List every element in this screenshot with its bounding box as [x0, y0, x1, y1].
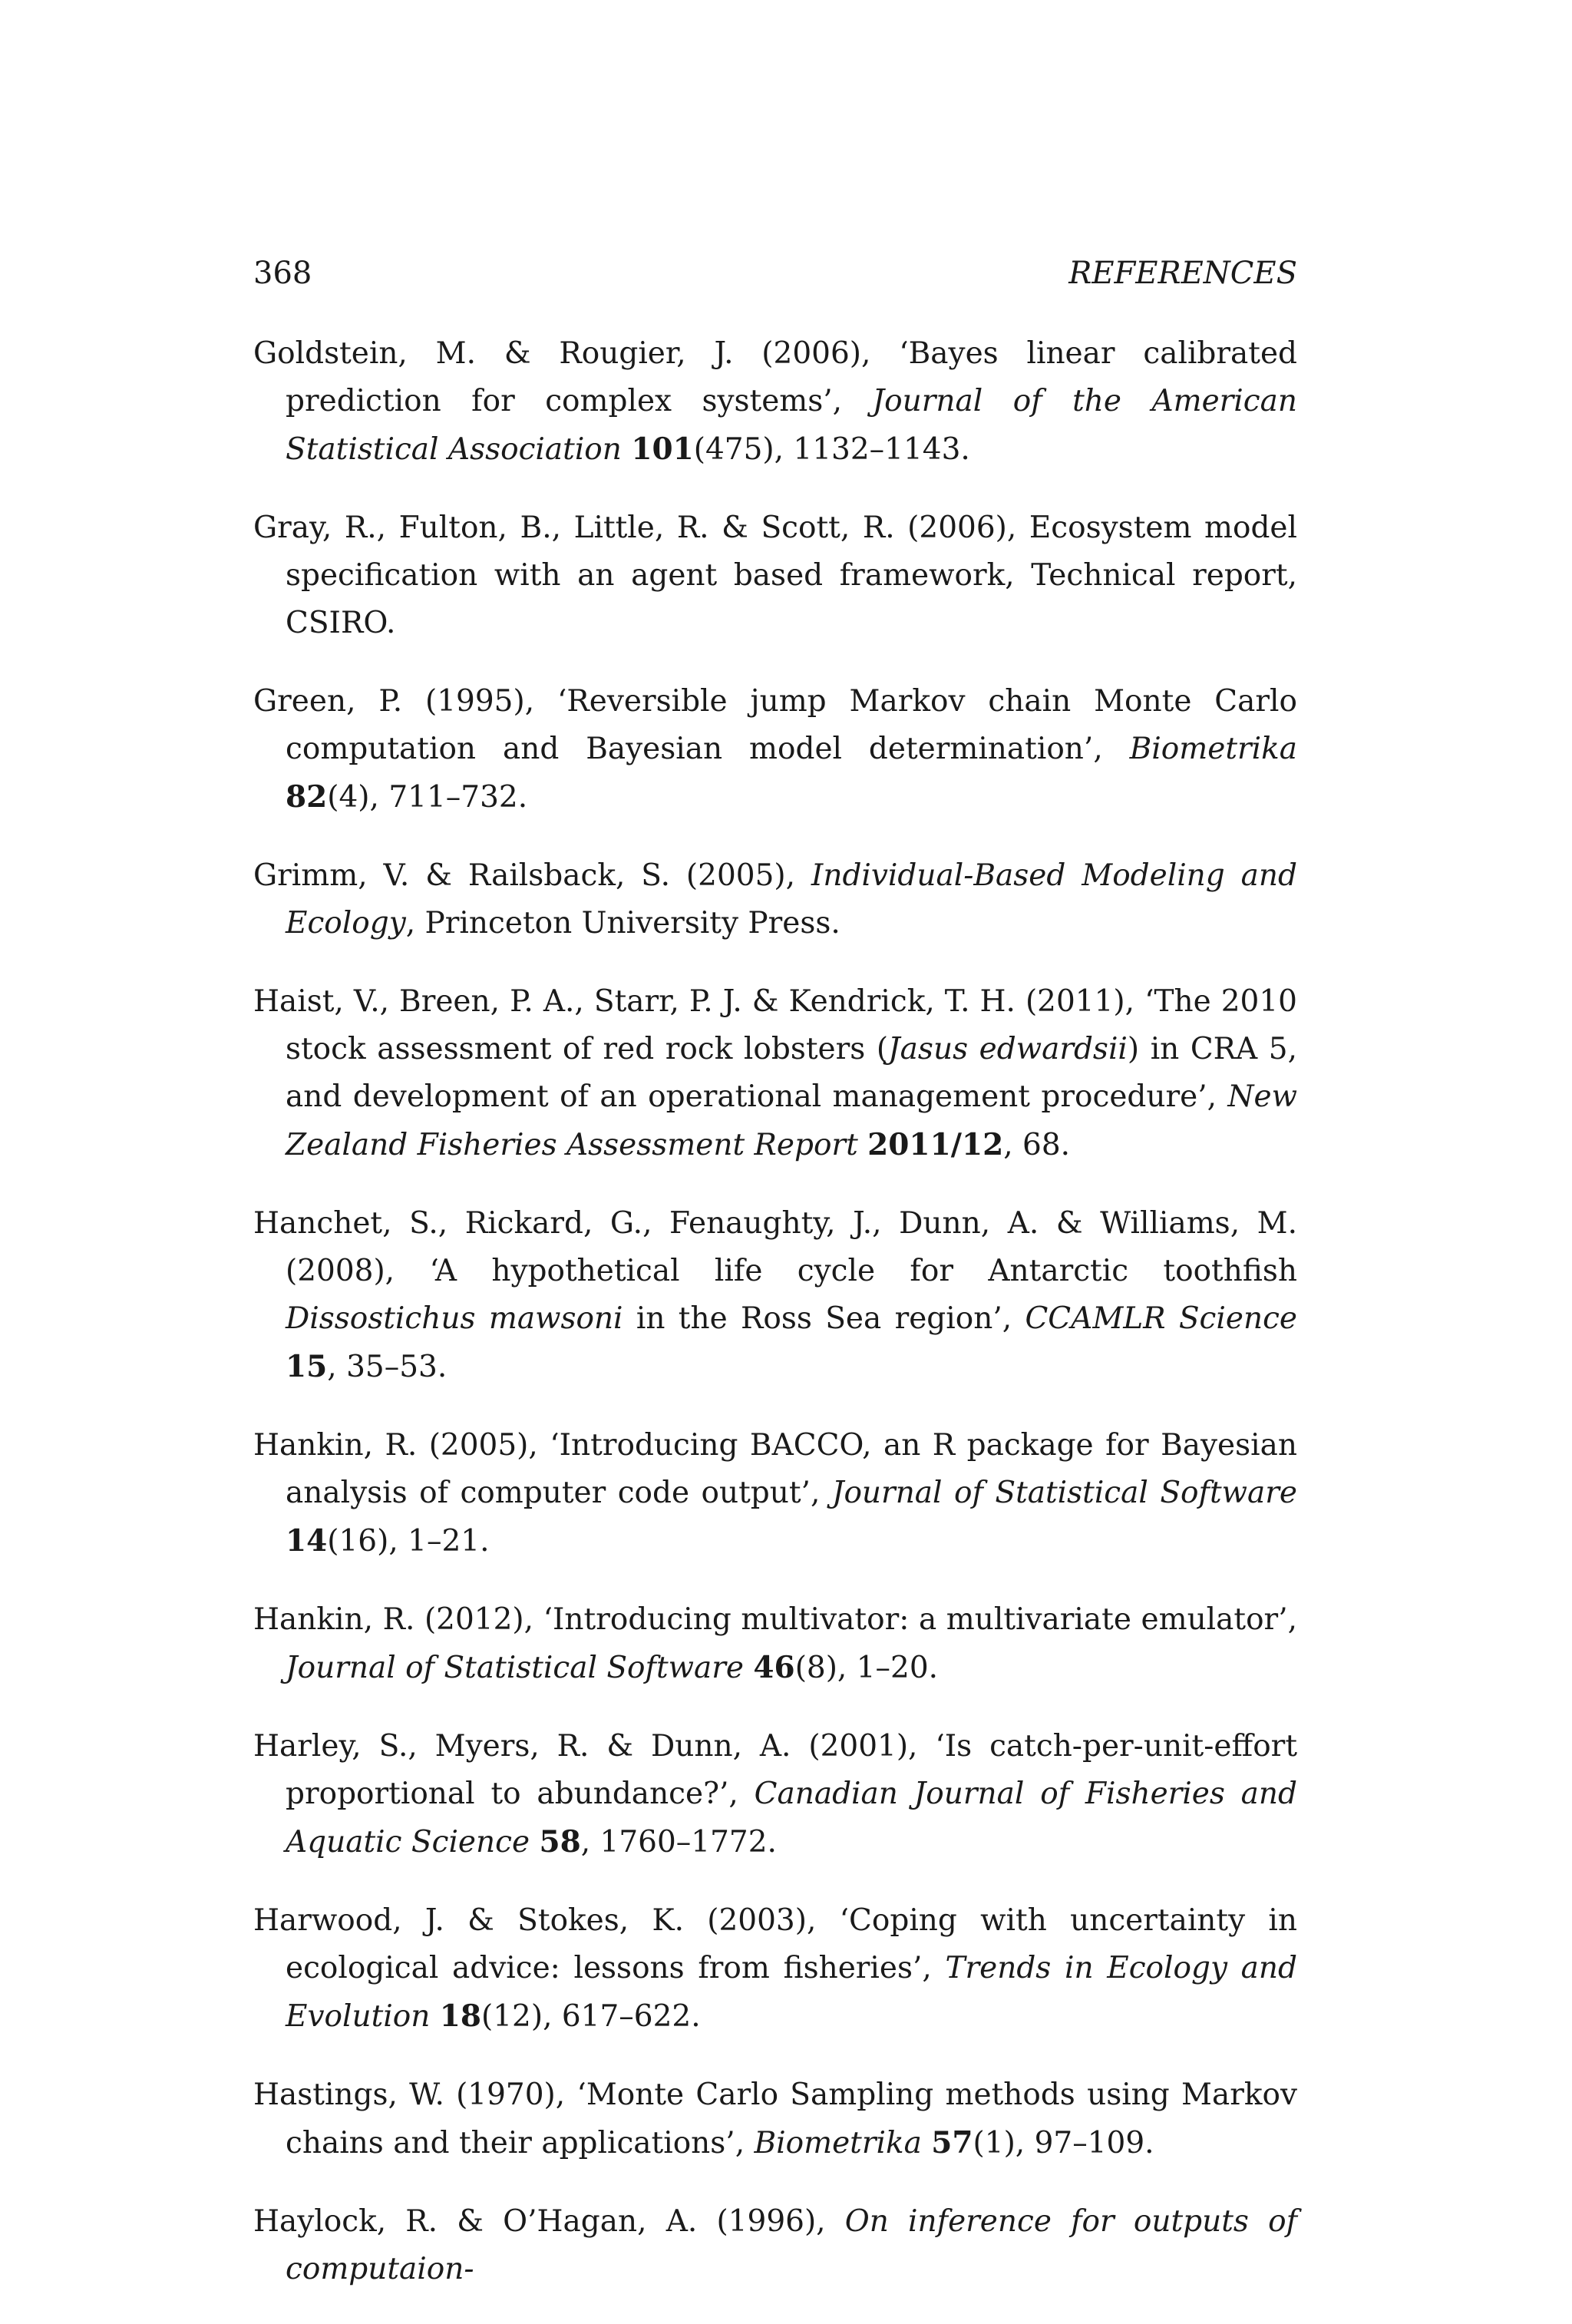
- reference-text: [858, 1128, 867, 1162]
- reference-italic-text: New Zealand Fisheries Assessment Report: [286, 1079, 1297, 1162]
- reference-text: Haylock, R. & O’Hagan, A. (1996),: [253, 2204, 845, 2239]
- reference-text: [744, 1651, 753, 1685]
- reference-text: (16), 1–21.: [327, 1524, 490, 1559]
- page-number: 368: [253, 256, 312, 291]
- running-head: [253, 252, 1297, 295]
- reference-text: , 35–53.: [327, 1350, 447, 1384]
- reference-entry: [253, 1422, 1297, 1565]
- reference-text: Hankin, R. (2012), ‘Introducing multivator: a multivariate emulator’,: [253, 1602, 1297, 1637]
- section-title: REFERENCES: [1068, 256, 1297, 291]
- reference-text: (1), 97–109.: [973, 2126, 1154, 2160]
- reference-text: , Princeton University Press.: [405, 906, 840, 941]
- reference-text: (12), 617–622.: [481, 1999, 701, 2034]
- reference-volume: 58: [539, 1824, 581, 1860]
- reference-text: , 68.: [1003, 1128, 1071, 1162]
- reference-text: in the Ross Sea region’,: [623, 1301, 1025, 1336]
- reference-italic-text: On inference for outputs of computaion-: [286, 2204, 1298, 2286]
- reference-volume: 101: [631, 431, 694, 467]
- reference-entry: [253, 504, 1297, 647]
- reference-text: Green, P. (1995), ‘Reversible jump Markov chain Monte Carlo computation and Bayesian model determination’,: [253, 684, 1297, 766]
- reference-volume: 15: [286, 1349, 328, 1384]
- reference-italic-text: CCAMLR Science: [1025, 1301, 1297, 1336]
- reference-entry: [253, 1596, 1297, 1692]
- reference-entry: [253, 330, 1297, 474]
- reference-text: [622, 432, 631, 467]
- document-page: [253, 0, 1298, 2286]
- reference-italic-text: Journal of Statistical Software: [831, 1476, 1297, 1510]
- reference-text: ) in CRA 5, and development of an operational management procedure’,: [286, 1032, 1297, 1114]
- reference-italic-text: Journal of Statistical Software: [286, 1651, 744, 1685]
- reference-text: Gray, R., Fulton, B., Little, R. & Scott, R. (2006), Ecosystem model specification with an agent based framework, Technical report, CSIRO.: [253, 511, 1297, 640]
- reference-text: Goldstein, M. & Rougier, J. (2006), ‘Bayes linear calibrated prediction for complex systems’,: [253, 336, 1297, 418]
- reference-text: Hankin, R. (2005), ‘Introducing BACCO, an R package for Bayesian analysis of computer code output’,: [253, 1428, 1297, 1510]
- reference-italic-text: Biometrika: [754, 2126, 922, 2160]
- reference-volume: 14: [286, 1523, 328, 1559]
- reference-text: Hastings, W. (1970), ‘Monte Carlo Sampling methods using Markov chains and their applications’,: [253, 2078, 1297, 2160]
- reference-volume: 57: [931, 2125, 973, 2160]
- reference-text: Grimm, V. & Railsback, S. (2005),: [253, 858, 811, 893]
- reference-entry: [253, 978, 1297, 1169]
- reference-text: Harley, S., Myers, R. & Dunn, A. (2001), ‘Is catch-per-unit-effort proportional to abundance?’,: [253, 1729, 1297, 1811]
- reference-entry: [253, 2071, 1297, 2167]
- reference-volume: 2011/12: [867, 1127, 1004, 1162]
- reference-entry: [253, 678, 1297, 821]
- reference-text: [430, 1999, 439, 2034]
- reference-text: Harwood, J. & Stokes, K. (2003), ‘Coping with uncertainty in ecological advice: lessons from fisheries’,: [253, 1903, 1297, 1985]
- reference-volume: 82: [286, 779, 328, 815]
- reference-text: (8), 1–20.: [794, 1651, 939, 1685]
- reference-entry: [253, 1723, 1297, 1866]
- reference-entry: [253, 852, 1297, 947]
- reference-italic-text: Individual-Based Modeling and Ecology: [286, 858, 1297, 941]
- reference-volume: 46: [753, 1650, 795, 1685]
- reference-entry: [253, 1897, 1297, 2041]
- reference-italic-text: Journal of the American Statistical Association: [286, 384, 1297, 467]
- reference-text: [530, 1825, 539, 1860]
- reference-list: [253, 330, 1297, 2324]
- reference-entry: [253, 1200, 1297, 1391]
- reference-entry: [253, 2198, 1297, 2293]
- reference-volume: 18: [439, 1998, 482, 2034]
- reference-text: (4), 711–732.: [327, 780, 528, 815]
- reference-text: Haist, V., Breen, P. A., Starr, P. J. & Kendrick, T. H. (2011), ‘The 2010 stock assessment of red rock lobsters (: [253, 984, 1297, 1066]
- reference-text: [922, 2126, 931, 2160]
- reference-italic-text: Trends in Ecology and Evolution: [286, 1951, 1297, 2034]
- reference-italic-text: Dissostichus mawsoni: [286, 1301, 623, 1336]
- reference-italic-text: Jasus edwardsii: [888, 1032, 1128, 1066]
- reference-italic-text: Biometrika: [1129, 732, 1297, 766]
- reference-text: (475), 1132–1143.: [693, 432, 970, 467]
- reference-text: , 1760–1772.: [580, 1825, 777, 1860]
- reference-italic-text: Canadian Journal of Fisheries and Aquatic Science: [286, 1777, 1297, 1860]
- reference-text: Hanchet, S., Rickard, G., Fenaughty, J., Dunn, A. & Williams, M. (2008), ‘A hypothetical life cycle for Antarctic toothfish: [253, 1206, 1297, 1288]
